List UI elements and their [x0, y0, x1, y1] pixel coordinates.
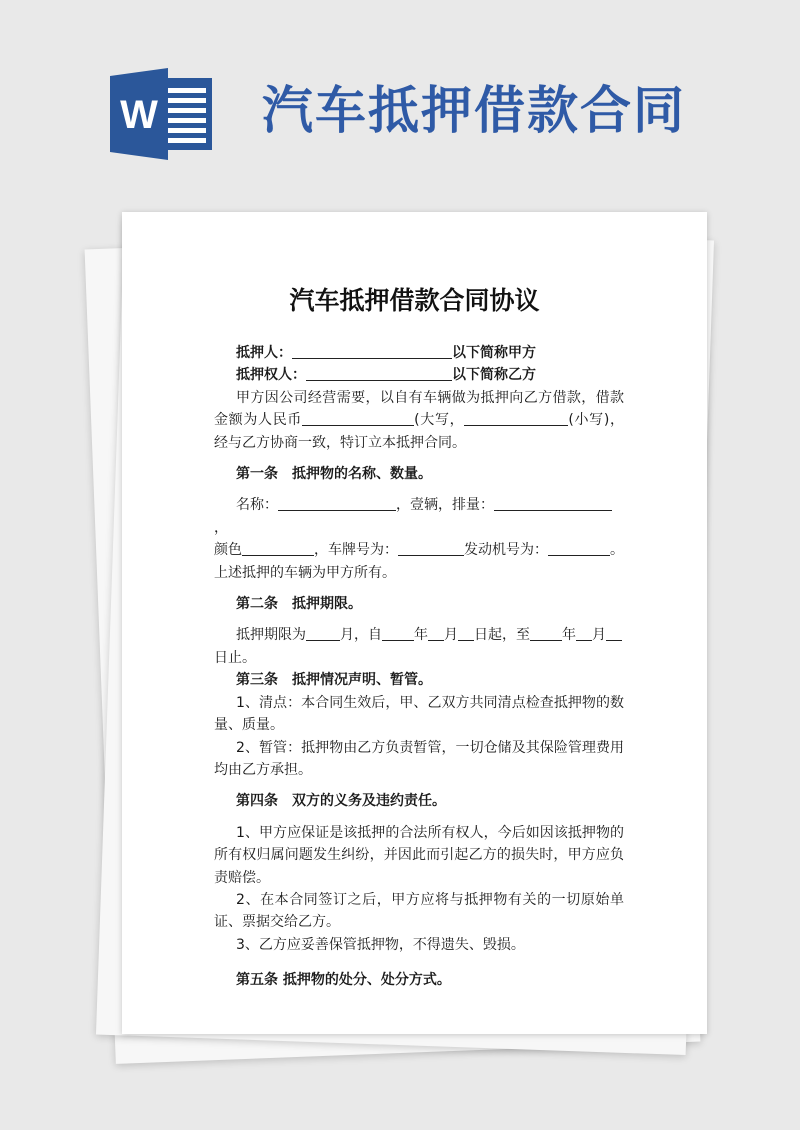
article-1-line-1: 名称： ，壹辆，排量：，: [214, 494, 624, 539]
article-3-item-1: 1、清点：本合同生效后，甲、乙双方共同清点检查抵押物的数量、质量。: [214, 694, 624, 734]
document-page: [122, 212, 707, 1034]
word-icon-letter: W: [120, 93, 158, 137]
document-body: [214, 342, 624, 992]
start-year-blank[interactable]: [382, 626, 414, 641]
article-1-owner: 上述抵押的车辆为甲方所有。: [214, 564, 396, 581]
article-3-heading: 第三条 抵押情况声明、暂管。: [236, 672, 432, 689]
amount-capital-blank[interactable]: [464, 411, 568, 426]
amount-blank[interactable]: [302, 411, 414, 426]
start-month-blank[interactable]: [428, 626, 444, 641]
end-month-blank[interactable]: [576, 626, 592, 641]
article-1-heading: 第一条 抵押物的名称、数量。: [236, 466, 432, 483]
article-3-item-2: 2、暂管：抵押物由乙方负责暂管，一切仓储及其保险管理费用均由乙方承担。: [214, 739, 624, 778]
mortgagor-line: 抵押人： 以下简称甲方: [236, 345, 536, 361]
article-1-line-2: 颜色 ，车牌号为： 发动机号为： 。: [214, 542, 624, 559]
color-blank[interactable]: [242, 541, 314, 556]
end-year-blank[interactable]: [530, 626, 562, 641]
plate-blank[interactable]: [398, 541, 464, 556]
start-day-blank[interactable]: [458, 626, 474, 641]
article-4-heading: 第四条 双方的义务及违约责任。: [236, 793, 446, 810]
mortgagee-line: 抵押权人： 以下简称乙方: [236, 367, 536, 384]
intro-paragraph: 甲方因公司经营需要，以自有车辆做为抵押向乙方借款，借款金额为人民币 (大写， (小写)，经与乙方协商一致，特订立本抵押合同。: [214, 389, 624, 451]
vehicle-name-blank[interactable]: [278, 496, 396, 511]
article-2-period: 抵押期限为 月，自 年 月 日起，至 年 月日止。: [214, 624, 624, 669]
document-title: 汽车抵押借款合同协议: [289, 286, 540, 315]
article-2-heading: 第二条 抵押期限。: [236, 596, 362, 613]
engine-number-blank[interactable]: [548, 541, 610, 556]
article-4-item-2: 2、在本合同签订之后，甲方应将与抵押物有关的一切原始单证、票据交给乙方。: [214, 891, 624, 931]
mortgagee-blank[interactable]: [306, 366, 452, 381]
article-4-item-1: 1、甲方应保证是该抵押的合法所有权人，今后如因该抵押物的所有权归属问题发生纠纷，并因此而引起乙方的损失时，甲方应负责赔偿。: [214, 824, 624, 886]
mortgagor-blank[interactable]: [292, 344, 452, 359]
months-blank[interactable]: [306, 626, 340, 641]
word-document-icon: [110, 68, 212, 160]
article-4-item-3: 3、乙方应妥善保管抵押物，不得遗失、毁损。: [236, 936, 525, 953]
banner: [0, 0, 800, 200]
displacement-blank[interactable]: [494, 496, 612, 511]
article-5-heading: 第五条 抵押物的处分、处分方式。: [236, 972, 451, 989]
end-day-blank[interactable]: [606, 626, 622, 641]
banner-title: 汽车抵押借款合同: [262, 82, 687, 141]
